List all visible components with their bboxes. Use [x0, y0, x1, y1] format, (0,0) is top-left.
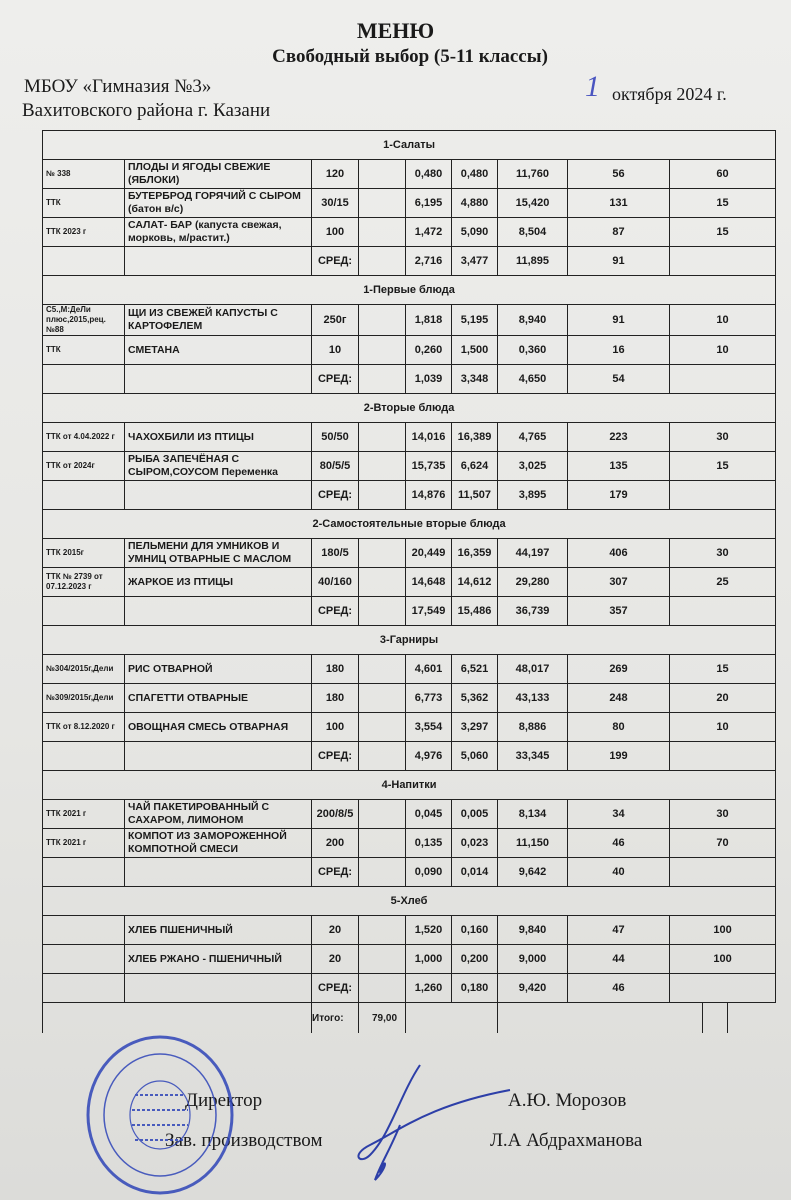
calories: 131	[568, 189, 670, 218]
menu-item-row	[43, 539, 776, 568]
fat: 5,090	[452, 218, 498, 247]
price: 30	[670, 539, 776, 568]
school-district: Вахитовского района г. Казани	[22, 100, 271, 121]
fat: 16,359	[452, 539, 498, 568]
protein: 15,735	[406, 452, 452, 481]
empty-cell	[359, 423, 406, 452]
protein: 0,135	[406, 829, 452, 858]
empty-cell	[125, 858, 312, 887]
price: 70	[670, 829, 776, 858]
menu-item-row	[43, 423, 776, 452]
price: 100	[670, 916, 776, 945]
empty-cell	[359, 539, 406, 568]
price: 25	[670, 568, 776, 597]
empty-cell	[359, 160, 406, 189]
dish-name: БУТЕРБРОД ГОРЯЧИЙ С СЫРОМ (батон в/с)	[125, 189, 312, 218]
recipe-code: №309/2015г,Дели	[43, 684, 125, 713]
portion: 100	[312, 218, 359, 247]
avg-carbs: 11,895	[498, 247, 568, 276]
avg-protein: 1,260	[406, 974, 452, 1003]
fat: 5,362	[452, 684, 498, 713]
avg-calories: 40	[568, 858, 670, 887]
calories: 248	[568, 684, 670, 713]
carbs: 9,840	[498, 916, 568, 945]
average-label: СРЕД:	[312, 597, 359, 626]
empty-cell	[125, 597, 312, 626]
document-subtitle: Свободный выбор (5-11 классы)	[272, 46, 548, 67]
average-row	[43, 742, 776, 771]
price: 30	[670, 800, 776, 829]
average-row	[43, 597, 776, 626]
empty-cell	[359, 800, 406, 829]
section-header-row	[43, 771, 776, 800]
menu-table	[42, 130, 776, 1003]
empty-cell	[359, 218, 406, 247]
section-header-row	[43, 887, 776, 916]
production-head-title: Зав. производством	[165, 1130, 323, 1151]
average-label: СРЕД:	[312, 974, 359, 1003]
portion: 200	[312, 829, 359, 858]
fat: 6,624	[452, 452, 498, 481]
carbs: 8,886	[498, 713, 568, 742]
menu-item-row	[43, 305, 776, 336]
price: 100	[670, 945, 776, 974]
empty-cell	[359, 365, 406, 394]
recipe-code: ТТК 2021 г	[43, 800, 125, 829]
empty-cell	[359, 452, 406, 481]
calories: 56	[568, 160, 670, 189]
empty-cell	[125, 247, 312, 276]
protein: 4,601	[406, 655, 452, 684]
carbs: 43,133	[498, 684, 568, 713]
dish-name: ОВОЩНАЯ СМЕСЬ ОТВАРНАЯ	[125, 713, 312, 742]
dish-name: РЫБА ЗАПЕЧЁНАЯ С СЫРОМ,СОУСОМ Переменка	[125, 452, 312, 481]
menu-item-row	[43, 916, 776, 945]
price: 60	[670, 160, 776, 189]
avg-fat: 3,348	[452, 365, 498, 394]
section-header-row	[43, 276, 776, 305]
empty-cell	[670, 858, 776, 887]
avg-fat: 3,477	[452, 247, 498, 276]
total-label: Итого:	[312, 1013, 344, 1024]
school-name: МБОУ «Гимназия №3»	[24, 76, 212, 97]
carbs: 9,000	[498, 945, 568, 974]
portion: 30/15	[312, 189, 359, 218]
empty-cell	[670, 481, 776, 510]
empty-cell	[43, 481, 125, 510]
avg-calories: 357	[568, 597, 670, 626]
recipe-code: № 338	[43, 160, 125, 189]
portion: 40/160	[312, 568, 359, 597]
menu-item-row	[43, 568, 776, 597]
protein: 1,000	[406, 945, 452, 974]
menu-item-row	[43, 713, 776, 742]
recipe-code: ТТК	[43, 189, 125, 218]
carbs: 29,280	[498, 568, 568, 597]
carbs: 48,017	[498, 655, 568, 684]
empty-cell	[359, 336, 406, 365]
portion: 200/8/5	[312, 800, 359, 829]
avg-protein: 17,549	[406, 597, 452, 626]
recipe-code: ТТК от 4.04.2022 г	[43, 423, 125, 452]
dish-name: ПЕЛЬМЕНИ ДЛЯ УМНИКОВ И УМНИЦ ОТВАРНЫЕ С МАСЛОМ	[125, 539, 312, 568]
total-value: 79,00	[372, 1013, 398, 1024]
empty-cell	[359, 858, 406, 887]
recipe-code: С5.,М:ДеЛи плюс,2015,рец.№88	[43, 305, 125, 336]
fat: 3,297	[452, 713, 498, 742]
empty-cell	[125, 365, 312, 394]
protein: 6,195	[406, 189, 452, 218]
menu-item-row	[43, 684, 776, 713]
avg-carbs: 9,420	[498, 974, 568, 1003]
protein: 14,016	[406, 423, 452, 452]
protein: 0,260	[406, 336, 452, 365]
empty-cell	[43, 742, 125, 771]
recipe-code	[43, 916, 125, 945]
dish-name: САЛАТ- БАР (капуста свежая, морковь, м/растит.)	[125, 218, 312, 247]
calories: 87	[568, 218, 670, 247]
average-label: СРЕД:	[312, 365, 359, 394]
recipe-code: ТТК 2023 г	[43, 218, 125, 247]
average-row	[43, 247, 776, 276]
official-stamp-icon	[80, 1025, 240, 1195]
portion: 20	[312, 945, 359, 974]
director-title: Директор	[185, 1090, 263, 1111]
average-row	[43, 365, 776, 394]
section-header-row	[43, 394, 776, 423]
menu-item-row	[43, 160, 776, 189]
section-title: 3-Гарниры	[43, 626, 776, 655]
portion: 10	[312, 336, 359, 365]
empty-cell	[359, 916, 406, 945]
carbs: 11,760	[498, 160, 568, 189]
portion: 180	[312, 684, 359, 713]
dish-name: СМЕТАНА	[125, 336, 312, 365]
calories: 80	[568, 713, 670, 742]
dish-name: КОМПОТ ИЗ ЗАМОРОЖЕННОЙ КОМПОТНОЙ СМЕСИ	[125, 829, 312, 858]
avg-protein: 1,039	[406, 365, 452, 394]
calories: 91	[568, 305, 670, 336]
calories: 269	[568, 655, 670, 684]
protein: 1,520	[406, 916, 452, 945]
avg-fat: 11,507	[452, 481, 498, 510]
section-header-row	[43, 626, 776, 655]
empty-cell	[359, 684, 406, 713]
avg-carbs: 36,739	[498, 597, 568, 626]
average-label: СРЕД:	[312, 247, 359, 276]
empty-cell	[43, 858, 125, 887]
calories: 223	[568, 423, 670, 452]
protein: 0,480	[406, 160, 452, 189]
empty-cell	[670, 597, 776, 626]
dish-name: ЧАЙ ПАКЕТИРОВАННЫЙ С САХАРОМ, ЛИМОНОМ	[125, 800, 312, 829]
average-label: СРЕД:	[312, 742, 359, 771]
protein: 0,045	[406, 800, 452, 829]
fat: 0,160	[452, 916, 498, 945]
carbs: 4,765	[498, 423, 568, 452]
empty-cell	[670, 365, 776, 394]
portion: 180	[312, 655, 359, 684]
empty-cell	[359, 189, 406, 218]
calories: 307	[568, 568, 670, 597]
dish-name: ХЛЕБ ПШЕНИЧНЫЙ	[125, 916, 312, 945]
avg-fat: 0,014	[452, 858, 498, 887]
empty-cell	[43, 597, 125, 626]
average-label: СРЕД:	[312, 481, 359, 510]
avg-carbs: 4,650	[498, 365, 568, 394]
calories: 46	[568, 829, 670, 858]
portion: 100	[312, 713, 359, 742]
avg-calories: 91	[568, 247, 670, 276]
carbs: 11,150	[498, 829, 568, 858]
carbs: 3,025	[498, 452, 568, 481]
menu-item-row	[43, 800, 776, 829]
dish-name: СПАГЕТТИ ОТВАРНЫЕ	[125, 684, 312, 713]
handwritten-day: 1	[585, 70, 600, 103]
avg-protein: 2,716	[406, 247, 452, 276]
section-title: 2-Самостоятельные вторые блюда	[43, 510, 776, 539]
avg-carbs: 33,345	[498, 742, 568, 771]
calories: 135	[568, 452, 670, 481]
portion: 120	[312, 160, 359, 189]
empty-cell	[43, 974, 125, 1003]
average-row	[43, 974, 776, 1003]
fat: 16,389	[452, 423, 498, 452]
price: 10	[670, 336, 776, 365]
recipe-code: №304/2015г,Дели	[43, 655, 125, 684]
empty-cell	[359, 742, 406, 771]
portion: 50/50	[312, 423, 359, 452]
empty-cell	[359, 829, 406, 858]
empty-cell	[359, 481, 406, 510]
section-header-row	[43, 131, 776, 160]
section-title: 1-Первые блюда	[43, 276, 776, 305]
carbs: 15,420	[498, 189, 568, 218]
empty-cell	[359, 713, 406, 742]
price: 15	[670, 189, 776, 218]
recipe-code: ТТК от 8.12.2020 г	[43, 713, 125, 742]
recipe-code: ТТК 2021 г	[43, 829, 125, 858]
price: 10	[670, 713, 776, 742]
fat: 14,612	[452, 568, 498, 597]
fat: 0,005	[452, 800, 498, 829]
calories: 47	[568, 916, 670, 945]
fat: 0,200	[452, 945, 498, 974]
avg-calories: 199	[568, 742, 670, 771]
recipe-code: ТТК 2015г	[43, 539, 125, 568]
menu-item-row	[43, 189, 776, 218]
dish-name: ЩИ ИЗ СВЕЖЕЙ КАПУСТЫ С КАРТОФЕЛЕМ	[125, 305, 312, 336]
recipe-code: ТТК № 2739 от 07.12.2023 г	[43, 568, 125, 597]
carbs: 8,134	[498, 800, 568, 829]
avg-fat: 0,180	[452, 974, 498, 1003]
production-head-name: Л.А Абдрахманова	[490, 1130, 643, 1151]
recipe-code: ТТК	[43, 336, 125, 365]
dish-name: РИС ОТВАРНОЙ	[125, 655, 312, 684]
avg-protein: 14,876	[406, 481, 452, 510]
protein: 14,648	[406, 568, 452, 597]
menu-item-row	[43, 655, 776, 684]
empty-cell	[43, 247, 125, 276]
avg-calories: 179	[568, 481, 670, 510]
price: 30	[670, 423, 776, 452]
dish-name: ПЛОДЫ И ЯГОДЫ СВЕЖИЕ (ЯБЛОКИ)	[125, 160, 312, 189]
director-name: А.Ю. Морозов	[508, 1090, 627, 1111]
section-header-row	[43, 510, 776, 539]
avg-carbs: 9,642	[498, 858, 568, 887]
empty-cell	[670, 742, 776, 771]
calories: 44	[568, 945, 670, 974]
carbs: 8,940	[498, 305, 568, 336]
empty-cell	[359, 305, 406, 336]
empty-cell	[125, 974, 312, 1003]
calories: 406	[568, 539, 670, 568]
menu-item-row	[43, 829, 776, 858]
carbs: 0,360	[498, 336, 568, 365]
fat: 0,480	[452, 160, 498, 189]
calories: 34	[568, 800, 670, 829]
empty-cell	[359, 247, 406, 276]
empty-cell	[125, 481, 312, 510]
fat: 6,521	[452, 655, 498, 684]
price: 10	[670, 305, 776, 336]
empty-cell	[43, 365, 125, 394]
protein: 20,449	[406, 539, 452, 568]
recipe-code	[43, 945, 125, 974]
document-title: МЕНЮ	[356, 18, 435, 43]
price: 15	[670, 452, 776, 481]
dish-name: ЧАХОХБИЛИ ИЗ ПТИЦЫ	[125, 423, 312, 452]
protein: 1,472	[406, 218, 452, 247]
section-title: 1-Салаты	[43, 131, 776, 160]
price: 15	[670, 218, 776, 247]
menu-item-row	[43, 336, 776, 365]
menu-item-row	[43, 218, 776, 247]
menu-item-row	[43, 945, 776, 974]
avg-fat: 5,060	[452, 742, 498, 771]
fat: 0,023	[452, 829, 498, 858]
avg-fat: 15,486	[452, 597, 498, 626]
empty-cell	[670, 974, 776, 1003]
avg-protein: 4,976	[406, 742, 452, 771]
empty-cell	[359, 597, 406, 626]
avg-carbs: 3,895	[498, 481, 568, 510]
recipe-code: ТТК от 2024г	[43, 452, 125, 481]
signature-icon	[330, 1055, 520, 1185]
portion: 20	[312, 916, 359, 945]
dish-name: ЖАРКОЕ ИЗ ПТИЦЫ	[125, 568, 312, 597]
carbs: 8,504	[498, 218, 568, 247]
price: 20	[670, 684, 776, 713]
fat: 1,500	[452, 336, 498, 365]
average-label: СРЕД:	[312, 858, 359, 887]
empty-cell	[359, 655, 406, 684]
empty-cell	[125, 742, 312, 771]
empty-cell	[359, 568, 406, 597]
section-title: 4-Напитки	[43, 771, 776, 800]
calories: 16	[568, 336, 670, 365]
menu-date: октября 2024 г.	[612, 84, 727, 104]
average-row	[43, 481, 776, 510]
empty-cell	[359, 974, 406, 1003]
avg-calories: 54	[568, 365, 670, 394]
protein: 6,773	[406, 684, 452, 713]
fat: 4,880	[452, 189, 498, 218]
portion: 250г	[312, 305, 359, 336]
fat: 5,195	[452, 305, 498, 336]
average-row	[43, 858, 776, 887]
carbs: 44,197	[498, 539, 568, 568]
empty-cell	[359, 945, 406, 974]
empty-cell	[670, 247, 776, 276]
section-title: 5-Хлеб	[43, 887, 776, 916]
avg-protein: 0,090	[406, 858, 452, 887]
protein: 3,554	[406, 713, 452, 742]
price: 15	[670, 655, 776, 684]
dish-name: ХЛЕБ РЖАНО - ПШЕНИЧНЫЙ	[125, 945, 312, 974]
protein: 1,818	[406, 305, 452, 336]
section-title: 2-Вторые блюда	[43, 394, 776, 423]
portion: 180/5	[312, 539, 359, 568]
portion: 80/5/5	[312, 452, 359, 481]
avg-calories: 46	[568, 974, 670, 1003]
menu-item-row	[43, 452, 776, 481]
